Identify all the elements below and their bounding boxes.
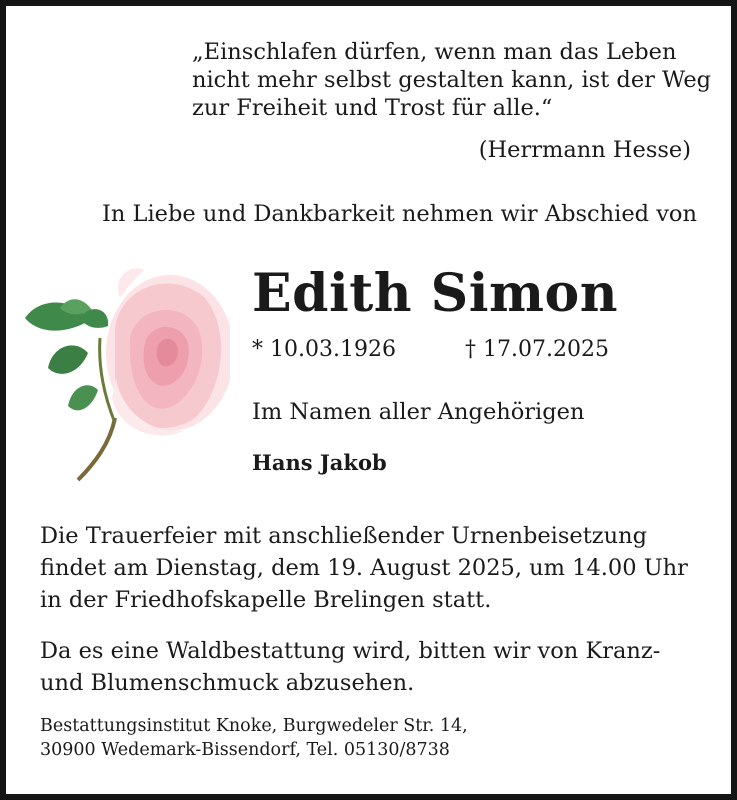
- quote-author: (Herrmann Hesse): [478, 137, 691, 163]
- family-line: Im Namen aller Angehörigen: [252, 399, 585, 425]
- ceremony-line: Die Trauerfeier mit anschließender Urnenbeisetzung: [40, 523, 648, 549]
- quote-line: „Einschlafen dürfen, wenn man das Leben: [192, 39, 677, 65]
- quote: [192, 38, 712, 122]
- leaf: [48, 345, 88, 374]
- death-date: † 17.07.2025: [465, 337, 609, 362]
- request-text: [40, 635, 700, 699]
- footer-line: Bestattungsinstitut Knoke, Burgwedeler Str. 14,: [40, 716, 468, 736]
- ceremony-text: [40, 520, 700, 616]
- request-line: und Blumenschmuck abzusehen.: [40, 670, 415, 696]
- funeral-home-info: [40, 714, 700, 762]
- quote-line: zur Freiheit und Trost für alle.“: [192, 95, 553, 121]
- ceremony-line: findet am Dienstag, dem 19. August 2025, um 14.00 Uhr: [40, 555, 688, 581]
- leaf: [68, 385, 98, 410]
- intro-text: In Liebe und Dankbarkeit nehmen wir Abschied von: [102, 201, 697, 227]
- footer-line: 30900 Wedemark-Bissendorf, Tel. 05130/8738: [40, 740, 450, 760]
- deceased-name: Edith Simon: [252, 263, 618, 324]
- quote-line: nicht mehr selbst gestalten kann, ist der Weg: [192, 67, 712, 93]
- signer-name: Hans Jakob: [252, 450, 387, 475]
- rose-stem: [78, 418, 115, 480]
- ceremony-line: in der Friedhofskapelle Brelingen statt.: [40, 587, 492, 613]
- rose-illustration: [20, 258, 230, 488]
- request-line: Da es eine Waldbestattung wird, bitten wir von Kranz-: [40, 638, 661, 664]
- birth-date: * 10.03.1926: [252, 337, 396, 362]
